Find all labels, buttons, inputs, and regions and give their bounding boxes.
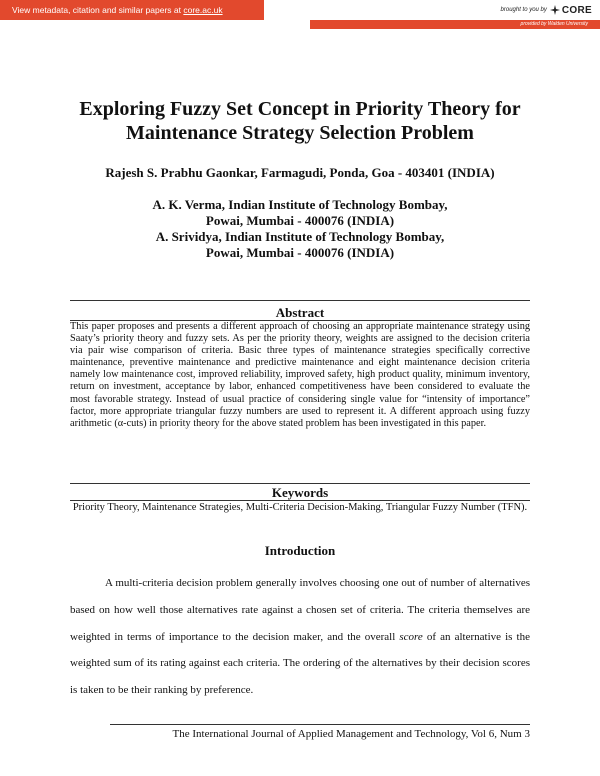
author-3	[30, 229, 570, 261]
author-1: Rajesh S. Prabhu Gaonkar, Farmagudi, Ponda, Goa - 403401 (INDIA)	[105, 165, 495, 180]
brought-to-you-text: brought to you by	[500, 7, 547, 13]
core-logo[interactable]	[550, 5, 592, 16]
author-2-line2: Powai, Mumbai - 400076 (INDIA)	[205, 213, 395, 228]
introduction-body	[70, 570, 530, 704]
core-logo-icon	[550, 5, 560, 15]
intro-score-term: score	[399, 630, 423, 643]
abstract-text-part2: -cuts) in priority theory for the above stated problem has been investigated in this paper.	[123, 417, 487, 429]
core-logo-text: CORE	[561, 4, 592, 16]
abstract-heading: Abstract	[275, 305, 325, 320]
core-banner	[0, 0, 600, 28]
author-2-line1: A. K. Verma, Indian Institute of Technology Bombay,	[152, 197, 448, 212]
author-3-line2: Powai, Mumbai - 400076 (INDIA)	[205, 245, 395, 260]
alpha-symbol: α	[117, 417, 124, 429]
core-provided-by: provided by Walden University	[310, 20, 600, 29]
introduction-heading: Introduction	[264, 543, 336, 558]
core-ac-uk-link[interactable]: core.ac.uk	[183, 5, 223, 15]
keywords-list: Priority Theory, Maintenance Strategies, Multi-Criteria Decision-Making, Triangular Fuzzy Number (TFN).	[72, 502, 528, 513]
intro-text-part2: of an alternative is the weighted sum of its rating against each criteria. The ordering of the alternatives by their decision scores is taken to be their ranking by preference.	[70, 630, 530, 697]
author-3-line1: A. Srividya, Indian Institute of Technology Bombay,	[155, 229, 445, 244]
footer-rule	[110, 724, 530, 725]
core-metadata-text: View metadata, citation and similar papers at	[12, 5, 184, 15]
keywords-heading: Keywords	[271, 485, 329, 500]
abstract-text-part1: This paper proposes and presents a different approach of choosing an appropriate maintenance strategy using Saaty’s priority theory and fuzzy sets. As per the priority theory, weights are assigned to the decision criteria via pair wise comparison of criteria. Basic three types of maintenance strategies specifically corrective maintenance, preventive maintenance and predictive maintenance and eight maintenance decision criteria namely low maintenance cost, improved reliability, improved safety, high product quality, minimum inventory, return on investment, acceptance by labor, enhanced competitiveness have been considered to evaluate the most favorable strategy. Instead of usual practice of considering single value for “intensity of importance” factor, more appropriate triangular fuzzy numbers are used to represent it. A different approach using fuzzy arithmetic (	[70, 321, 530, 429]
core-brand[interactable]	[501, 1, 592, 19]
abstract-top-rule	[70, 300, 530, 301]
paper-title-line2: Maintenance Strategy Selection Problem	[126, 122, 474, 144]
core-metadata-link[interactable]	[0, 0, 264, 20]
paper-title	[40, 97, 560, 145]
author-2	[30, 197, 570, 229]
intro-text-part1: A multi-criteria decision problem generally involves choosing one out of number of alternatives based on how well those alternatives rate against a chosen set of criteria. The criteria themselves are weighted in terms of importance to the decision maker, and the overall	[70, 577, 530, 643]
journal-footer: The International Journal of Applied Management and Technology, Vol 6, Num 3	[172, 728, 530, 740]
abstract-body	[70, 321, 530, 430]
keywords-top-rule	[70, 483, 530, 484]
paper-title-line1: Exploring Fuzzy Set Concept in Priority Theory for	[79, 98, 521, 120]
